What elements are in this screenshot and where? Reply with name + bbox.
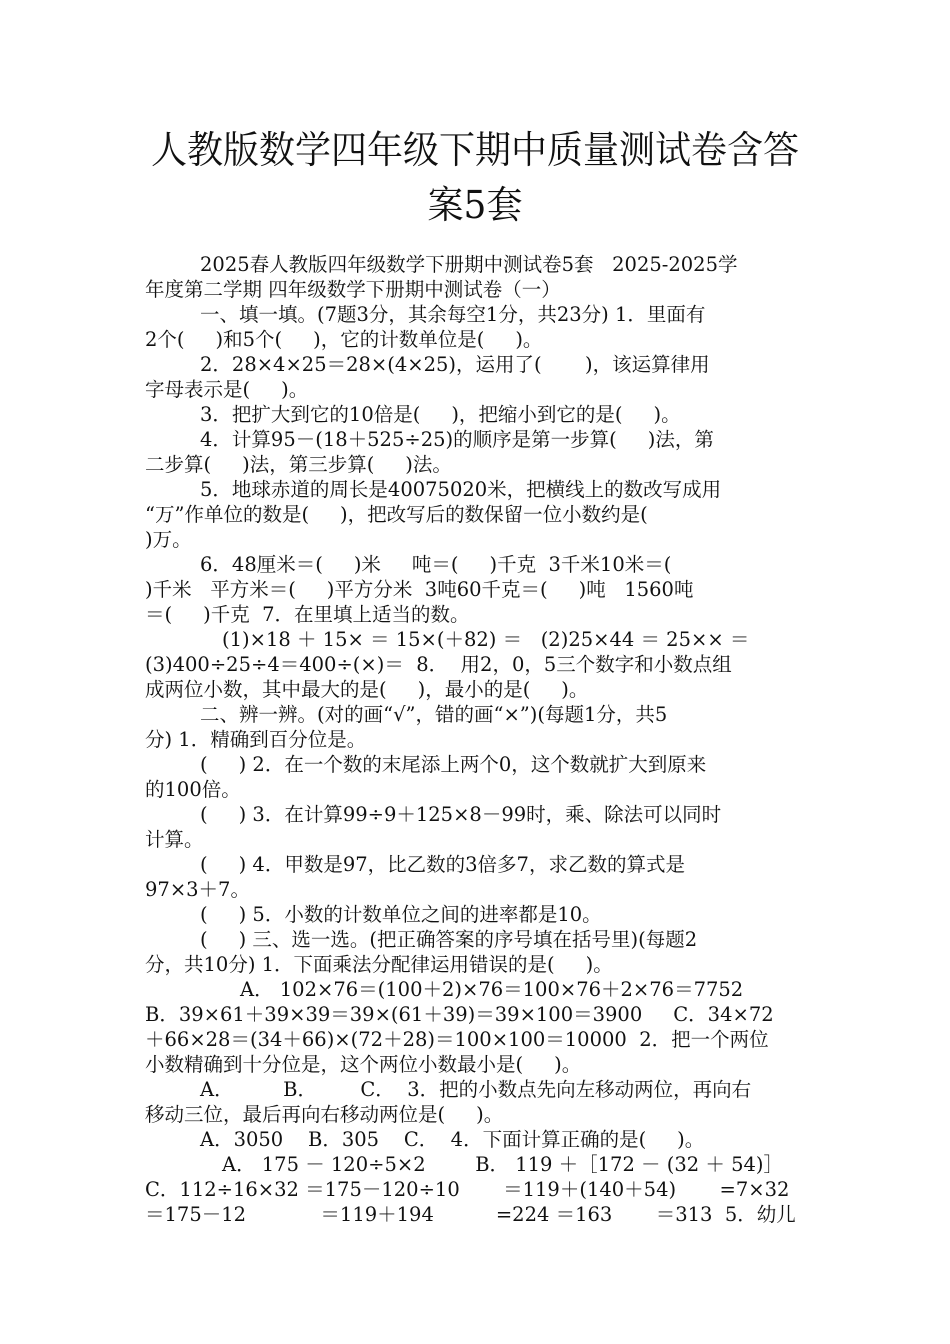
body-line: 计算。 bbox=[145, 828, 204, 851]
body-line: 的100倍。 bbox=[145, 778, 241, 801]
body-line: 分，共10分) 1．下面乘法分配律运用错误的是( )。 bbox=[145, 953, 613, 976]
body-line: ( ) 4．甲数是97，比乙数的3倍多7，求乙数的算式是 bbox=[200, 853, 685, 876]
body-line: (1)×18 ＋ 15× ＝ 15×(＋82) ＝ (2)25×44 ＝ 25×× ＝ bbox=[222, 628, 750, 651]
body-line: A． 102×76＝(100＋2)×76＝100×76＋2×76＝7752 bbox=[240, 978, 744, 1001]
body-line: ( ) 3．在计算99÷9＋125×8－99时，乘、除法可以同时 bbox=[200, 803, 722, 826]
body-line: 二步算( )法，第三步算( )法。 bbox=[145, 453, 452, 476]
body-line: 97×3＋7。 bbox=[145, 878, 250, 901]
body-line: 年度第二学期 四年级数学下册期中测试卷（一） bbox=[145, 278, 561, 301]
body-line: 移动三位，最后再向右移动两位是( )。 bbox=[145, 1103, 504, 1126]
body-line: ＋66×28＝(34＋66)×(72＋28)＝100×100＝10000 2．把一个两位 bbox=[145, 1028, 769, 1051]
body-line: )万。 bbox=[145, 528, 192, 551]
body-line: B．39×61＋39×39＝39×(61＋39)＝39×100＝3900 C．34×72 bbox=[145, 1003, 774, 1026]
body-line: A． B． C． 3．把的小数点先向左移动两位，再向右 bbox=[200, 1078, 752, 1101]
body-line: 5．地球赤道的周长是40075020米，把横线上的数改写成用 bbox=[200, 478, 722, 501]
body-line: 成两位小数，其中最大的是( )，最小的是( )。 bbox=[145, 678, 589, 701]
body-line: ＝175－12 ＝119＋194 =224 ＝163 ＝313 5．幼儿 bbox=[145, 1203, 796, 1226]
body-line: ( ) 三、选一选。(把正确答案的序号填在括号里)(每题2 bbox=[200, 928, 698, 951]
body-line: 一、填一填。(7题3分，其余每空1分，共23分) 1．里面有 bbox=[200, 303, 706, 326]
document-title-line-1: 人教版数学四年级下期中质量测试卷含答 bbox=[150, 128, 800, 172]
body-line: ( ) 5．小数的计数单位之间的进率都是10。 bbox=[200, 903, 602, 926]
body-line: 6．48厘米＝( )米 吨＝( )千克 3千米10米＝( bbox=[200, 553, 672, 576]
document-title-line-2: 案5套 bbox=[427, 183, 523, 227]
body-line: (3)400÷25÷4＝400÷(×)＝ 8． 用2，0，5三个数字和小数点组 bbox=[145, 653, 732, 676]
body-line: 二、辨一辨。(对的画“√”，错的画“×”)(每题1分，共5 bbox=[200, 703, 668, 726]
body-line: A．3050 B．305 C． 4．下面计算正确的是( )。 bbox=[200, 1128, 705, 1151]
body-line: 2．28×4×25＝28×(4×25)，运用了( )，该运算律用 bbox=[200, 353, 710, 376]
body-line: 2025春人教版四年级数学下册期中测试卷5套 2025-2025学 bbox=[200, 253, 738, 276]
body-line: 2个( )和5个( )，它的计数单位是( )。 bbox=[145, 328, 543, 351]
body-line: C．112÷16×32 ＝175－120÷10 ＝119＋(140＋54) =7×32 bbox=[145, 1178, 790, 1201]
body-line: A． 175 － 120÷5×2 B． 119 ＋［172 － (32 ＋ 54)］ bbox=[222, 1153, 783, 1176]
body-line: 分) 1．精确到百分位是。 bbox=[145, 728, 367, 751]
body-line: 4．计算95－(18＋525÷25)的顺序是第一步算( )法，第 bbox=[200, 428, 714, 451]
body-line: ＝( )千克 7．在里填上适当的数。 bbox=[145, 603, 470, 626]
body-line: “万”作单位的数是( )，把改写后的数保留一位小数约是( bbox=[145, 503, 648, 526]
body-line: 3．把扩大到它的10倍是( )，把缩小到它的是( )。 bbox=[200, 403, 681, 426]
body-line: )千米 平方米＝( )平方分米 3吨60千克＝( )吨 1560吨 bbox=[145, 578, 694, 601]
body-line: 小数精确到十分位是，这个两位小数最小是( )。 bbox=[145, 1053, 582, 1076]
body-line: ( ) 2．在一个数的末尾添上两个0，这个数就扩大到原来 bbox=[200, 753, 707, 776]
body-line: 字母表示是( )。 bbox=[145, 378, 309, 401]
